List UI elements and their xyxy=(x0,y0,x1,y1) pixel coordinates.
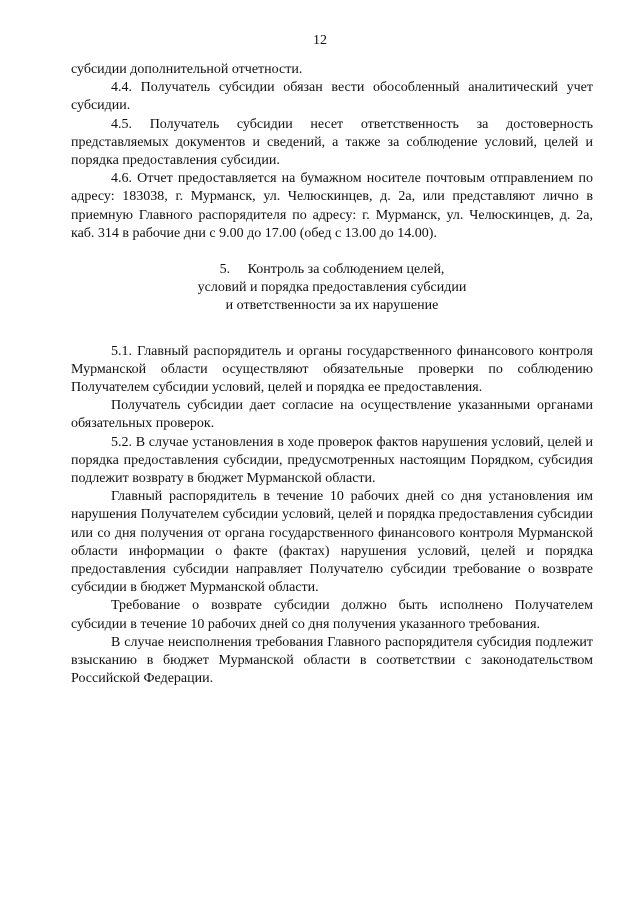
paragraph-recovery: В случае неисполнения требования Главного распорядителя субсидия подлежит взысканию в бюджет Мурманской области в соответствии с законодательством Российской Федерации. xyxy=(71,634,593,687)
section-heading-line: 5. Контроль за соблюдением целей, xyxy=(219,262,445,278)
paragraph-continuation: субсидии дополнительной отчетности. xyxy=(71,62,303,77)
section-5-heading xyxy=(71,261,593,316)
paragraph-deadline: Требование о возврате субсидии должно быть исполнено Получателем субсидии в течение 10 рабочих дней со дня получения указанного требования. xyxy=(71,598,593,632)
document-body xyxy=(71,61,593,689)
paragraph-4-6: 4.6. Отчет предоставляется на бумажном носителе почтовым отправлением по адресу: 183038, г. Мурманск, ул. Челюскинцев, д. 2а, или представляют лично в приемную Главного распорядителя по адресу: г. Мурманск, ул. Челюскинцев, д. 2а, каб. 314 в рабочие дни с 9.00 до 17.00 (обед с 13.00 до 14.00). xyxy=(71,171,593,241)
paragraph-consent: Получатель субсидии дает согласие на осуществление указанными органами обязательных проверок. xyxy=(71,398,593,432)
paragraph-5-2: 5.2. В случае установления в ходе проверок фактов нарушения условий, целей и порядка предоставления субсидии, предусмотренных настоящим Порядком, субсидия подлежит возврату в бюджет Мурманской области. xyxy=(71,434,593,487)
page-number: 12 xyxy=(313,33,327,48)
paragraph-demand: Главный распорядитель в течение 10 рабочих дней со дня установления им нарушения Получателем субсидии условий, целей и порядка предоставления субсидии или со дня получения от органа государственного финансового контроля Мурманской области информации о факте (фактах) нарушения условий, целей и порядка предоставления субсидии направляет Получателю субсидии требование о возврате субсидии в бюджет Мурманской области. xyxy=(71,489,593,596)
paragraph-4-4: 4.4. Получатель субсидии обязан вести обособленный аналитический учет субсидии. xyxy=(71,80,593,114)
paragraph-4-5: 4.5. Получатель субсидии несет ответственность за достоверность представляемых документов и сведений, а также за соблюдение условий, целей и порядка предоставления субсидии. xyxy=(71,116,593,169)
paragraph-5-1: 5.1. Главный распорядитель и органы государственного финансового контроля Мурманской области осуществляют обязательные проверки по соблюдению Получателем субсидии условий, целей и порядка ее предоставления. xyxy=(71,343,593,396)
section-heading-line: и ответственности за их нарушение xyxy=(225,298,439,314)
section-heading-line: условий и порядка предоставления субсидии xyxy=(197,280,467,296)
